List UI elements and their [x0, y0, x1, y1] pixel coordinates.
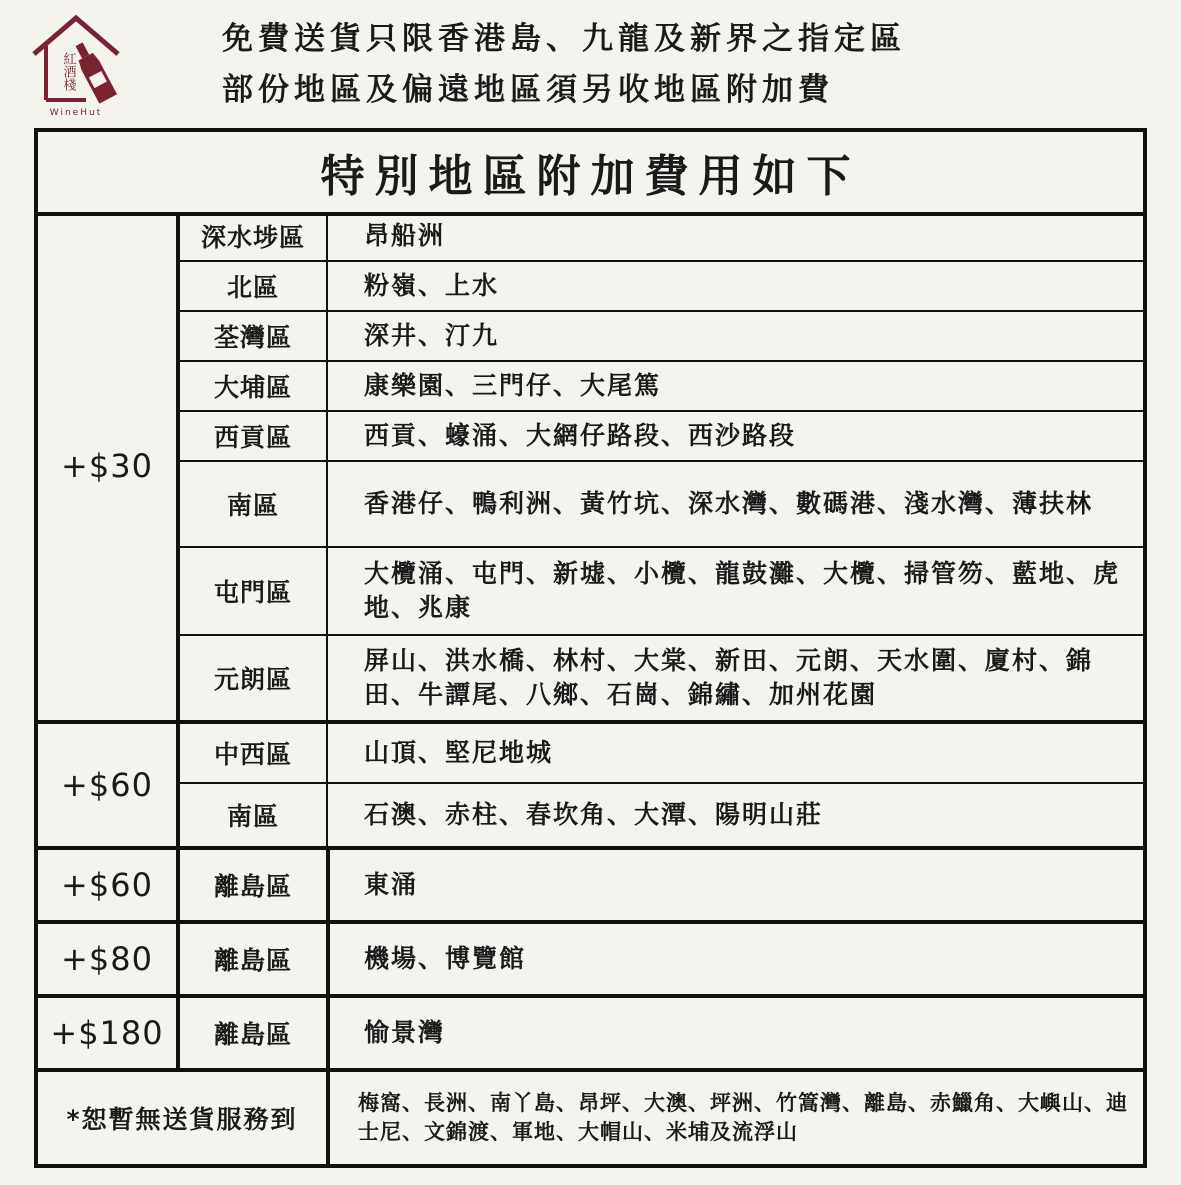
district-cell: 南區: [180, 784, 328, 846]
district-cell: 離島區: [180, 998, 330, 1068]
areas-cell: 機場、博覽館: [364, 944, 527, 973]
table-row: [180, 924, 1143, 994]
winehut-logo: [30, 14, 122, 120]
district-cell: 元朗區: [180, 636, 328, 720]
areas-cell: 大欖涌、屯門、新墟、小欖、龍鼓灘、大欖、掃管笏、藍地、虎地、兆康: [364, 559, 1121, 622]
areas-cell: 愉景灣: [364, 1018, 446, 1047]
table-title: 特別地區附加費用如下: [38, 132, 1143, 216]
table-row: [180, 412, 1143, 462]
table-row: [180, 362, 1143, 412]
areas-cell: 昂船洲: [364, 221, 446, 250]
areas-cell: 山頂、堅尼地城: [364, 738, 554, 767]
no-delivery-areas: 梅窩、長洲、南丫島、昂坪、大澳、坪洲、竹篙灣、離島、赤鱲角、大嶼山、迪士尼、文錦渡、軍地、大帽山、米埔及流浮山: [358, 1090, 1128, 1144]
district-cell: 中西區: [180, 724, 328, 782]
table-row: [180, 312, 1143, 362]
district-cell: 荃灣區: [180, 312, 328, 360]
table-row: [180, 262, 1143, 312]
district-cell: 離島區: [180, 924, 330, 994]
price-group-60-islands: [38, 850, 1143, 924]
no-delivery-label: *恕暫無送貨服務到: [38, 1072, 330, 1164]
table-row: [180, 850, 1143, 920]
price-group-80: [38, 924, 1143, 998]
district-cell: 深水埗區: [180, 212, 328, 260]
areas-cell: 西貢、蠔涌、大網仔路段、西沙路段: [364, 421, 797, 450]
areas-cell: 康樂園、三門仔、大尾篤: [364, 371, 662, 400]
district-cell: 北區: [180, 262, 328, 310]
areas-cell: 東涌: [364, 870, 419, 899]
price-label: +$30: [38, 212, 180, 720]
table-row: [180, 724, 1143, 784]
district-cell: 屯門區: [180, 548, 328, 634]
price-group-180: [38, 998, 1143, 1072]
price-label: +$60: [38, 724, 180, 846]
price-group-60: [38, 724, 1143, 850]
price-label: +$180: [38, 998, 180, 1068]
areas-cell: 石澳、赤柱、春坎角、大潭、陽明山莊: [364, 800, 824, 829]
house-bottle-icon: [30, 14, 122, 106]
table-row: [180, 998, 1143, 1068]
price-label: +$80: [38, 924, 180, 994]
svg-text:紅酒棧: 紅酒棧: [60, 52, 76, 91]
surcharge-table: [34, 128, 1147, 1168]
areas-cell: 粉嶺、上水: [364, 271, 500, 300]
areas-cell: 屏山、洪水橋、林村、大棠、新田、元朗、天水圍、廈村、錦田、牛譚尾、八鄉、石崗、錦繡、加州花園: [364, 646, 1094, 709]
table-row: [180, 636, 1143, 720]
no-delivery-row: [38, 1072, 1143, 1164]
header: [0, 0, 1181, 128]
table-row: [180, 548, 1143, 636]
price-label: +$60: [38, 850, 180, 920]
district-cell: 大埔區: [180, 362, 328, 410]
district-cell: 離島區: [180, 850, 330, 920]
areas-cell: 香港仔、鴨利洲、黃竹坑、深水灣、數碼港、淺水灣、薄扶林: [364, 489, 1094, 518]
price-group-30: [38, 212, 1143, 724]
notice-line-1: 免費送貨只限香港島、九龍及新界之指定區: [222, 21, 906, 57]
areas-cell: 深井、汀九: [364, 321, 500, 350]
table-row: [180, 784, 1143, 846]
brand-name: WineHut: [49, 108, 103, 118]
table-row: [180, 462, 1143, 548]
table-row: [180, 212, 1143, 262]
district-cell: 南區: [180, 462, 328, 546]
notice-line-2: 部份地區及偏遠地區須另收地區附加費: [222, 72, 834, 108]
district-cell: 西貢區: [180, 412, 328, 460]
